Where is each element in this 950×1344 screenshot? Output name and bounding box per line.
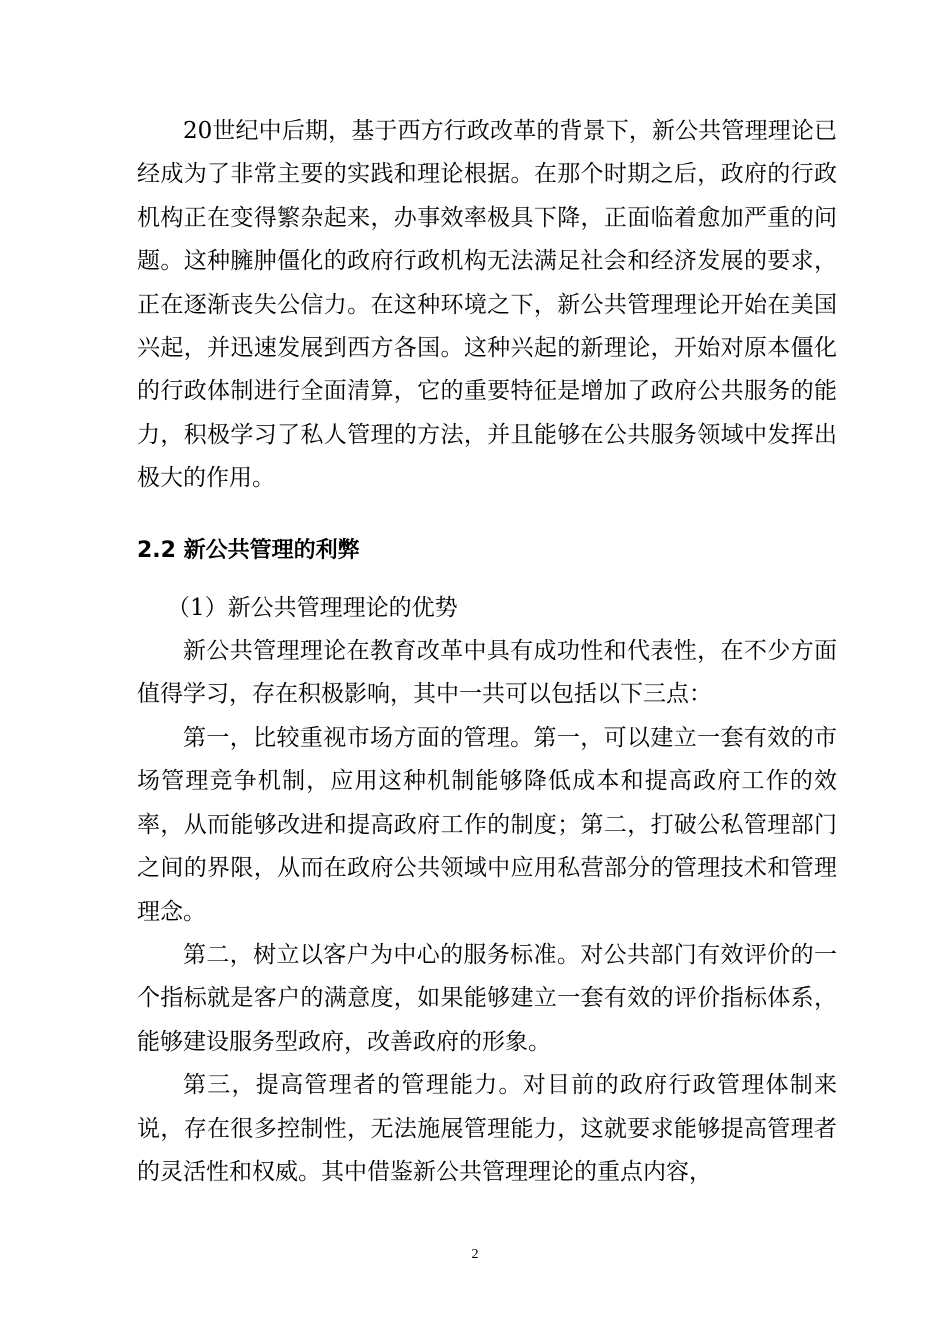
subsection-heading: （1）新公共管理理论的优势: [167, 594, 458, 621]
body-paragraph: 第一，比较重视市场方面的管理。第一，可以建立一套有效的市场管理竞争机制，应用这种机制能够降低成本和提高政府工作的效率，从而能够改进和提高政府工作的制度；第二，打破公私管理部门之间的界限，从而在政府公共领域中应用私营部分的管理技术和管理理念。: [137, 724, 837, 925]
section-heading: 2.2 新公共管理的利弊: [137, 537, 360, 563]
page-number: 2: [471, 1247, 479, 1262]
document-page: [137, 110, 837, 1194]
body-paragraph: 新公共管理理论在教育改革中具有成功性和代表性，在不少方面值得学习，存在积极影响，其中一共可以包括以下三点：: [137, 638, 837, 708]
intro-paragraph: 20世纪中后期，基于西方行政改革的背景下，新公共管理理论已经成为了非常主要的实践和理论根据。在那个时期之后，政府的行政机构正在变得繁杂起来，办事效率极具下降，正面临着愈加严重的问题。这种臃肿僵化的政府行政机构无法满足社会和经济发展的要求，正在逐渐丧失公信力。在这种环境之下，新公共管理理论开始在美国兴起，并迅速发展到西方各国。这种兴起的新理论，开始对原本僵化的行政体制进行全面清算，它的重要特征是增加了政府公共服务的能力，积极学习了私人管理的方法，并且能够在公共服务领域中发挥出极大的作用。: [137, 118, 837, 492]
body-paragraph: 第二，树立以客户为中心的服务标准。对公共部门有效评价的一个指标就是客户的满意度，如果能够建立一套有效的评价指标体系，能够建设服务型政府，改善政府的形象。: [137, 941, 837, 1055]
body-paragraph: 第三，提高管理者的管理能力。对目前的政府行政管理体制来说，存在很多控制性，无法施展管理能力，这就要求能够提高管理者的灵活性和权威。其中借鉴新公共管理理论的重点内容，: [137, 1072, 837, 1185]
